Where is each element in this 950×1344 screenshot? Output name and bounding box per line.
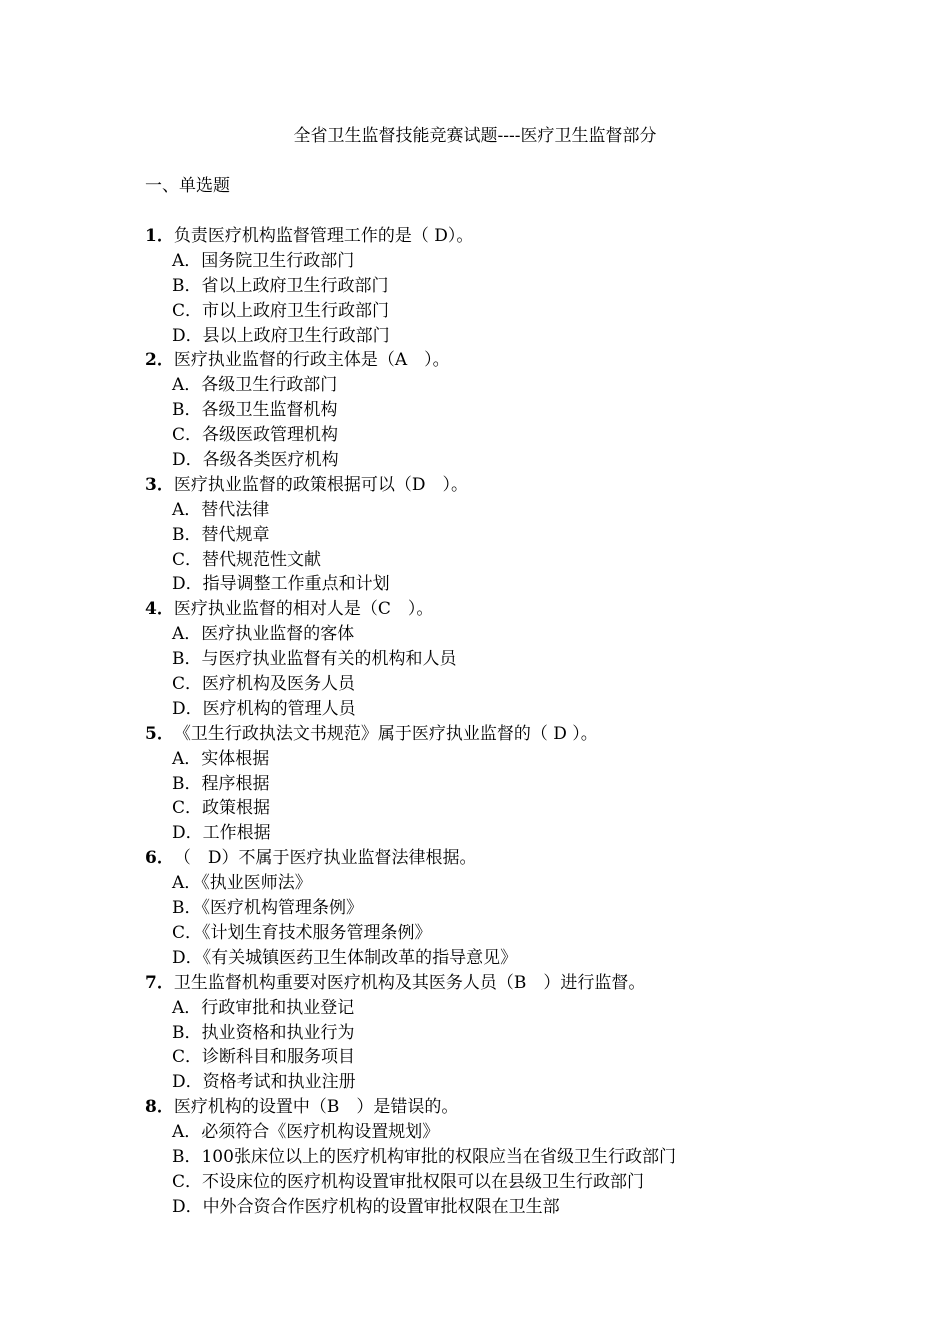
option-c: C．政策根据 [172,798,271,819]
question-text: 负责医疗机构监督管理工作的是（ D）。 [173,226,474,246]
option-a: A．国务院卫生行政部门 [172,250,355,271]
option-b: B．各级卫生监督机构 [172,400,338,421]
question-stem [145,348,865,373]
option-a: A．《执业医师法》 [172,873,312,894]
option-d: D．资格考试和执业注册 [172,1072,356,1093]
option-b: B．执业资格和执业行为 [172,1022,355,1043]
option-c: C．替代规范性文献 [172,549,322,570]
option-d: D．县以上政府卫生行政部门 [172,325,390,346]
question-stem [145,597,865,622]
option-d: D．中外合资合作医疗机构的设置审批权限在卫生部 [172,1196,560,1217]
question-number: 6． [145,848,174,869]
question-text: 医疗执业监督的行政主体是（A ）。 [173,350,450,371]
option-d: D．医疗机构的管理人员 [172,698,356,719]
option-a: A．医疗执业监督的客体 [172,624,355,645]
option-d: D．工作根据 [172,823,271,844]
question-item [145,722,865,846]
document-title: 全省卫生监督技能竞赛试题----医疗卫生监督部分 [293,126,657,146]
question-item [145,846,865,970]
option-a: A．各级卫生行政部门 [172,375,338,396]
option-a: A．实体根据 [172,748,270,769]
question-stem [145,722,865,747]
question-number: 4． [145,599,174,620]
question-text: 卫生监督机构重要对医疗机构及其医务人员（B ）进行监督。 [173,972,646,993]
question-text: 医疗机构的设置中（B ）是错误的。 [173,1097,459,1118]
question-stem [145,473,865,498]
option-b: B．程序根据 [172,773,270,794]
option-c: C．医疗机构及医务人员 [172,674,356,695]
question-stem [145,846,865,871]
option-b: B．与医疗执业监督有关的机构和人员 [172,649,457,670]
question-list [145,224,865,1220]
question-number: 2． [145,350,174,371]
question-item [145,348,865,472]
option-b: B．替代规章 [172,524,270,545]
question-stem [145,1095,865,1120]
option-b: B．省以上政府卫生行政部门 [172,275,389,296]
question-item [145,473,865,597]
question-number: 3． [145,474,174,495]
option-d: D．《有关城镇医药卫生体制改革的指导意见》 [172,947,518,968]
question-text: （ D）不属于医疗执业监督法律根据。 [173,848,477,869]
question-number: 1． [145,226,174,246]
option-b: B．《医疗机构管理条例》 [172,898,363,919]
question-text: 医疗执业监督的政策根据可以（D ）。 [173,474,468,495]
question-item [145,224,865,348]
question-text: 《卫生行政执法文书规范》属于医疗执业监督的（ D ）。 [173,723,598,744]
option-d: D．各级各类医疗机构 [172,450,339,471]
section-heading: 一、单选题 [145,176,230,196]
option-c: C．各级医政管理机构 [172,425,339,446]
question-item [145,597,865,721]
option-b: B．100张床位以上的医疗机构审批的权限应当在省级卫生行政部门 [172,1146,676,1167]
option-a: A．替代法律 [172,499,270,520]
option-a: A．行政审批和执业登记 [172,997,355,1018]
option-c: C．不设床位的医疗机构设置审批权限可以在县级卫生行政部门 [172,1171,645,1192]
option-c: C．《计划生育技术服务管理条例》 [172,922,432,943]
option-c: C．诊断科目和服务项目 [172,1047,356,1068]
option-c: C．市以上政府卫生行政部门 [172,300,390,321]
question-stem [145,971,865,996]
question-number: 7． [145,972,174,993]
question-stem [145,224,865,249]
question-number: 5． [145,723,174,744]
question-item [145,1095,865,1219]
option-a: A．必须符合《医疗机构设置规划》 [172,1122,440,1143]
option-d: D．指导调整工作重点和计划 [172,574,390,595]
question-number: 8． [145,1097,174,1118]
question-item [145,971,865,1095]
question-text: 医疗执业监督的相对人是（C ）。 [173,599,434,620]
